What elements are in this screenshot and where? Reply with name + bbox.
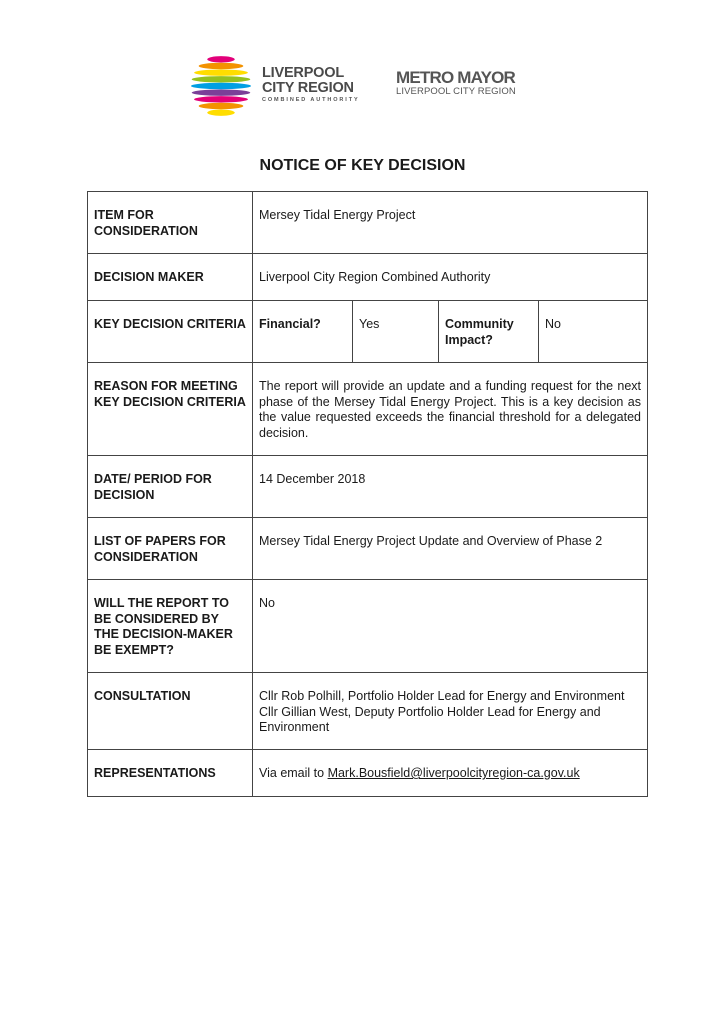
globe-stripe — [192, 76, 250, 82]
representations-prefix: Via email to — [259, 766, 328, 780]
value-representations — [253, 750, 648, 797]
globe-stripe — [207, 109, 234, 115]
label-item: ITEM FOR CONSIDERATION — [88, 192, 253, 254]
row-date — [88, 456, 648, 518]
globe-stripe — [207, 56, 234, 62]
row-item — [88, 192, 648, 254]
header-logos — [188, 52, 548, 124]
value-papers: Mersey Tidal Energy Project Update and Overview of Phase 2 — [253, 518, 648, 580]
decision-table — [87, 191, 648, 797]
row-reason — [88, 363, 648, 456]
value-item: Mersey Tidal Energy Project — [253, 192, 648, 254]
lcr-logo-line2: CITY REGION — [262, 80, 354, 96]
globe-stripe — [192, 89, 250, 95]
value-date: 14 December 2018 — [253, 456, 648, 518]
row-key-criteria — [88, 301, 648, 363]
metro-mayor-title: METRO MAYOR — [396, 68, 516, 87]
rainbow-globe-icon — [190, 55, 252, 117]
label-decision-maker: DECISION MAKER — [88, 254, 253, 301]
globe-stripe — [194, 96, 248, 102]
label-papers: LIST OF PAPERS FOR CONSIDERATION — [88, 518, 253, 580]
representations-email-link[interactable]: Mark.Bousfield@liverpoolcityregion-ca.gov.uk — [327, 766, 580, 780]
metro-mayor-logo — [396, 69, 516, 98]
row-decision-maker — [88, 254, 648, 301]
row-papers — [88, 518, 648, 580]
globe-stripe — [199, 103, 244, 109]
lcr-logo-subline: COMBINED AUTHORITY — [262, 97, 360, 103]
metro-mayor-subtitle: LIVERPOOL CITY REGION — [396, 86, 516, 97]
value-consultation — [253, 673, 648, 750]
page-title: NOTICE OF KEY DECISION — [259, 157, 466, 174]
label-key-criteria: KEY DECISION CRITERIA — [88, 301, 253, 363]
label-community-impact: Community Impact? — [439, 301, 539, 363]
row-exempt — [88, 580, 648, 673]
label-exempt: WILL THE REPORT TO BE CONSIDERED BY THE DECISION-MAKER BE EXEMPT? — [88, 580, 253, 673]
label-reason: REASON FOR MEETING KEY DECISION CRITERIA — [88, 363, 253, 456]
value-exempt: No — [253, 580, 648, 673]
row-representations — [88, 750, 648, 797]
value-community-impact: No — [539, 301, 648, 363]
value-reason: The report will provide an update and a funding request for the next phase of the Mersey Tidal Energy Project. This is a key decision as the value requested exceeds the financial threshold for a delegated decision. — [253, 363, 648, 456]
value-financial: Yes — [353, 301, 439, 363]
label-financial: Financial? — [253, 301, 353, 363]
value-decision-maker: Liverpool City Region Combined Authority — [253, 254, 648, 301]
globe-stripe — [194, 69, 248, 75]
consultation-line-2: Cllr Gillian West, Deputy Portfolio Holder Lead for Energy and Environment — [259, 704, 601, 734]
globe-stripe — [191, 83, 251, 89]
label-representations: REPRESENTATIONS — [88, 750, 253, 797]
consultation-line-1: Cllr Rob Polhill, Portfolio Holder Lead for Energy and Environment — [259, 689, 625, 703]
label-date: DATE/ PERIOD FOR DECISION — [88, 456, 253, 518]
globe-stripe — [199, 63, 244, 69]
row-consultation — [88, 673, 648, 750]
lcr-logo-line1: LIVERPOOL — [262, 65, 344, 81]
label-consultation: CONSULTATION — [88, 673, 253, 750]
